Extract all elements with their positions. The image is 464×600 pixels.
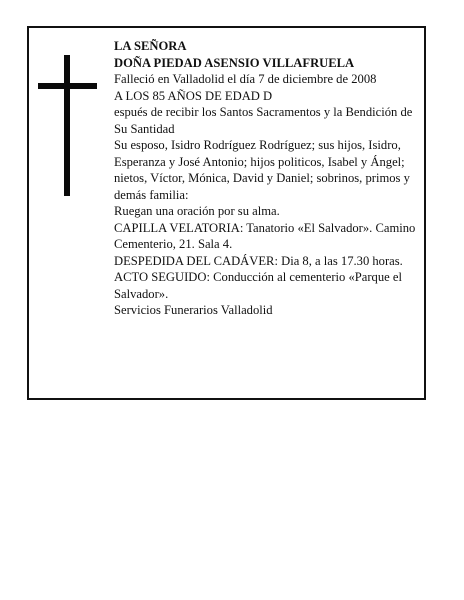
notice-title: LA SEÑORA (114, 39, 187, 53)
cross-icon-crossbar (38, 83, 97, 89)
following-line: ACTO SEGUIDO: Conducción al cementerio «Parque el Salvador». (114, 270, 402, 301)
family-line: Su esposo, Isidro Rodríguez Rodríguez; sus hijos, Isidro, Esperanza y José Antonio; hijos politicos, Isabel y Ángel; nietos, Víctor, Mónica, David y Daniel; sobrinos, primos y demás familia: (114, 138, 410, 202)
funeral-services: Servicios Funerarios Valladolid (114, 303, 273, 317)
prayer-line: Ruegan una oración por su alma. (114, 204, 280, 218)
deceased-name: DOÑA PIEDAD ASENSIO VILLAFRUELA (114, 55, 355, 70)
farewell-line: DESPEDIDA DEL CADÁVER: Dia 8, a las 17.30 horas. (114, 253, 403, 268)
obituary-text (114, 38, 428, 319)
death-details: Falleció en Valladolid el día 7 de diciembre de 2008 (114, 72, 377, 86)
cross-icon (64, 55, 70, 196)
age-line: A LOS 85 AÑOS DE EDAD D (114, 88, 273, 103)
chapel-line: CAPILLA VELATORIA: Tanatorio «El Salvador». Camino Cementerio, 21. Sala 4. (114, 220, 416, 251)
sacraments-line: espués de recibir los Santos Sacramentos y la Bendición de Su Santidad (114, 105, 413, 136)
